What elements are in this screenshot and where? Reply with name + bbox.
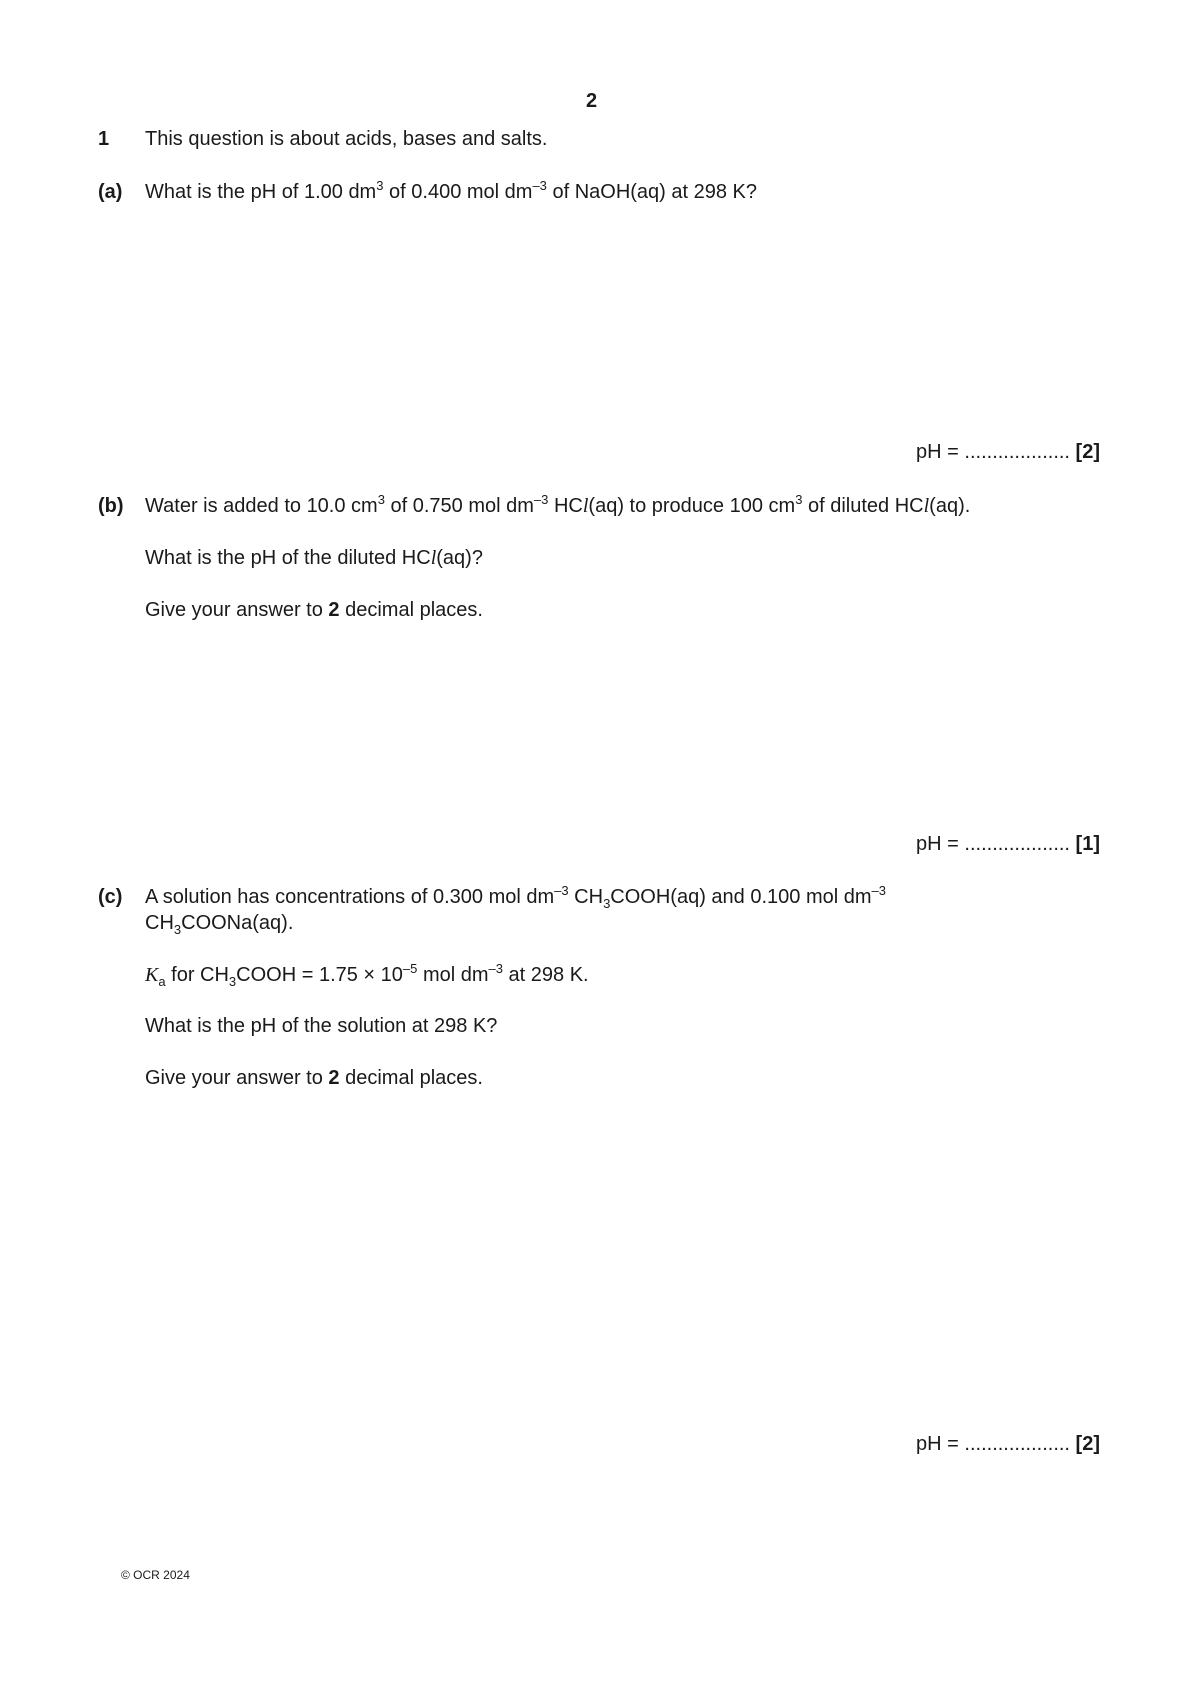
marks: [2]	[1075, 441, 1100, 463]
part-a-label: (a)	[98, 181, 123, 203]
part-c-line-4: Give your answer to 2 decimal places.	[145, 1067, 483, 1089]
answer-dots: ...................	[964, 1433, 1070, 1455]
part-b-line-2: What is the pH of the diluted HCl(aq)?	[145, 547, 483, 569]
part-b-label: (b)	[98, 495, 124, 517]
part-b-question: Water is added to 10.0 $cm^3$ of 0.750 mol $dm^{-3}$ HCl(aq) to produce 100 $cm^3$ of diluted HCl(aq).	[145, 492, 971, 517]
part-b-answer-line: pH = ................... [1]	[916, 833, 1100, 855]
marks: [2]	[1075, 1433, 1100, 1455]
answer-dots: ...................	[964, 833, 1070, 855]
part-c-line-3: What is the pH of the solution at 298 K?	[145, 1015, 498, 1037]
part-a-answer-line: pH = ................... [2]	[916, 441, 1100, 463]
marks: [1]	[1075, 833, 1100, 855]
footer-copyright: © OCR 2024	[121, 1568, 190, 1582]
part-c-question: A solution has concentrations of 0.300 mol $dm^{-3}$ $CH_3COOH(aq)$ and 0.100 mol $dm^{-3}$	[145, 883, 886, 911]
part-a-question: What is the pH of 1.00 $dm^3$ of 0.400 mol $dm^{-3}$ of NaOH(aq) at 298 K?	[145, 178, 758, 203]
part-c-label: (c)	[98, 886, 123, 908]
part-c-question-line-2: $CH_3COONa(aq)$.	[145, 912, 294, 937]
page-number: 2	[586, 90, 598, 112]
question-intro: This question is about acids, bases and salts.	[145, 128, 548, 150]
part-c-ka: $K_a$ for $CH_3COOH = 1.75 \times 10^{-5}$ mol $dm^{-3}$ at 298 K.	[145, 961, 589, 989]
answer-dots: ...................	[964, 441, 1070, 463]
part-c-answer-line: pH = ................... [2]	[916, 1433, 1100, 1455]
question-number: 1	[98, 128, 110, 150]
part-b-line-3: Give your answer to 2 decimal places.	[145, 599, 483, 621]
